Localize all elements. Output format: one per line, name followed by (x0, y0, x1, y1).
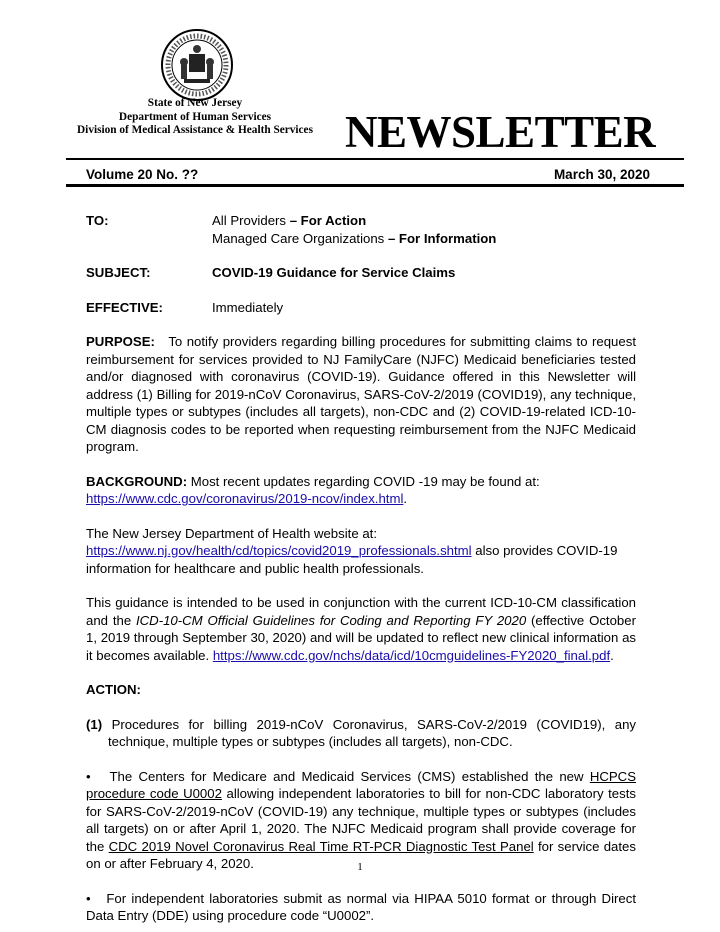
background-text: Most recent updates regarding COVID -19 may be found at: (187, 473, 540, 489)
hcpcs-code-underlined: HCPCS procedure code U0002 (86, 768, 636, 801)
background-label: BACKGROUND: (86, 473, 188, 489)
issue-date: March 30, 2020 (553, 167, 650, 182)
to-recipients (212, 212, 496, 247)
guidance-paragraph (86, 594, 636, 664)
action-label: ACTION: (86, 682, 141, 697)
background-paragraph (86, 473, 636, 508)
to-mco: Managed Care Organizations (212, 230, 388, 246)
guidance-text-b: (effective October 1, 2019 through September 30, 2020) and will be updated to reflect new clinical information as it becomes available. (86, 612, 636, 663)
header-rule-bottom (66, 184, 684, 187)
guidance-text-a: This guidance is intended to be used in conjunction with the current ICD-10-CM classification and the (86, 595, 636, 628)
purpose-paragraph (86, 333, 636, 456)
punct: . (610, 647, 614, 663)
newsletter-title: NEWSLETTER (345, 107, 656, 157)
bullet-icon: • (86, 768, 110, 784)
nj-health-paragraph (86, 525, 636, 578)
subject-text: COVID-19 Guidance for Service Claims (212, 265, 456, 280)
nj-health-link[interactable]: https://www.nj.gov/health/cd/topics/covid2019_professionals.shtml (86, 543, 472, 558)
effective-label: EFFECTIVE: (86, 299, 163, 315)
page-number: 1 (357, 861, 363, 873)
bullet-hcpcs (86, 768, 636, 873)
action-item-text: Procedures for billing 2019-nCoV Coronavirus, SARS-CoV-2/2019 (COVID19), any technique, multiple types or subtypes (includes all targets), non-CDC. (102, 716, 636, 749)
action-item-number: (1) (86, 716, 103, 732)
volume-number: Volume 20 No. ?? (86, 167, 199, 182)
newsletter-body (86, 212, 636, 925)
to-label: TO: (86, 213, 109, 228)
nj-health-intro: The New Jersey Department of Health website at: (86, 525, 377, 541)
state-seal-logo (160, 28, 234, 102)
bullet-hcpcs-text-c: for service dates on or after February 4, 2020. (86, 838, 636, 871)
cdc-covid-link[interactable]: https://www.cdc.gov/coronavirus/2019-ncov/index.html (86, 491, 404, 506)
purpose-label: PURPOSE: (86, 334, 155, 349)
agency-block (60, 97, 330, 138)
agency-state: State of New Jersey (147, 97, 243, 109)
icd-guidelines-link[interactable]: https://www.cdc.gov/nchs/data/icd/10cmguidelines-FY2020_final.pdf (212, 647, 611, 663)
bullet-hcpcs-text-a: The Centers for Medicare and Medicaid Services (CMS) established the new (109, 768, 590, 784)
effective-text: Immediately (212, 299, 284, 315)
agency-division: Division of Medical Assistance & Health Services (77, 124, 313, 137)
to-row (86, 212, 636, 247)
bullet-independent-labs (86, 890, 636, 925)
subject-label: SUBJECT: (86, 265, 151, 280)
to-all-providers-action: – For Action (289, 213, 367, 228)
guidance-italic-title: ICD-10-CM Official Guidelines for Coding and Reporting FY 2020 (135, 612, 527, 628)
nj-health-text: also provides COVID-19 information for healthcare and public health professionals. (86, 543, 618, 576)
subject-row (86, 264, 636, 282)
action-item-1 (86, 716, 636, 751)
to-all-providers: All Providers (212, 213, 290, 228)
effective-row (86, 299, 636, 317)
purpose-text: To notify providers regarding billing procedures for submitting claims to request reimbursement for services provided to NJ FamilyCare (NJFC) Medicaid beneficiaries tested and/or diagnosed with coronavirus (COVID-19). Guidance offered in this Newsletter will address (1) Billing for 2019-nCoV Coronavirus, SARS-CoV-2/2019 (COVID19), any technique, multiple types or subtypes (includes all targets), non-CDC and (2) COVID-19-related ICD-10-CM diagnosis codes to be reported when requesting reimbursement from the NJFC Medicaid program. (86, 334, 636, 454)
punct: . (403, 491, 408, 506)
bullet-icon: • (86, 890, 107, 906)
bullet-labs-text: For independent laboratories submit as normal via HIPAA 5010 format or through Direct Data Entry (DDE) using procedure code “U0002”. (86, 890, 636, 923)
bullet-hcpcs-text-b: allowing independent laboratories to bill for non-CDC laboratory tests for SARS-CoV-2/2019-nCoV (COVID-19) any technique, multiple types or subtypes (includes all targets) on or after April 1, 2020. The NJFC Medicaid program shall provide coverage for the (86, 786, 636, 854)
to-mco-info: – For Information (387, 230, 497, 246)
header-rule-top (66, 158, 684, 160)
cdc-test-panel-underlined: CDC 2019 Novel Coronavirus Real Time RT-PCR Diagnostic Test Panel (108, 838, 534, 854)
agency-department: Department of Human Services (118, 110, 272, 123)
